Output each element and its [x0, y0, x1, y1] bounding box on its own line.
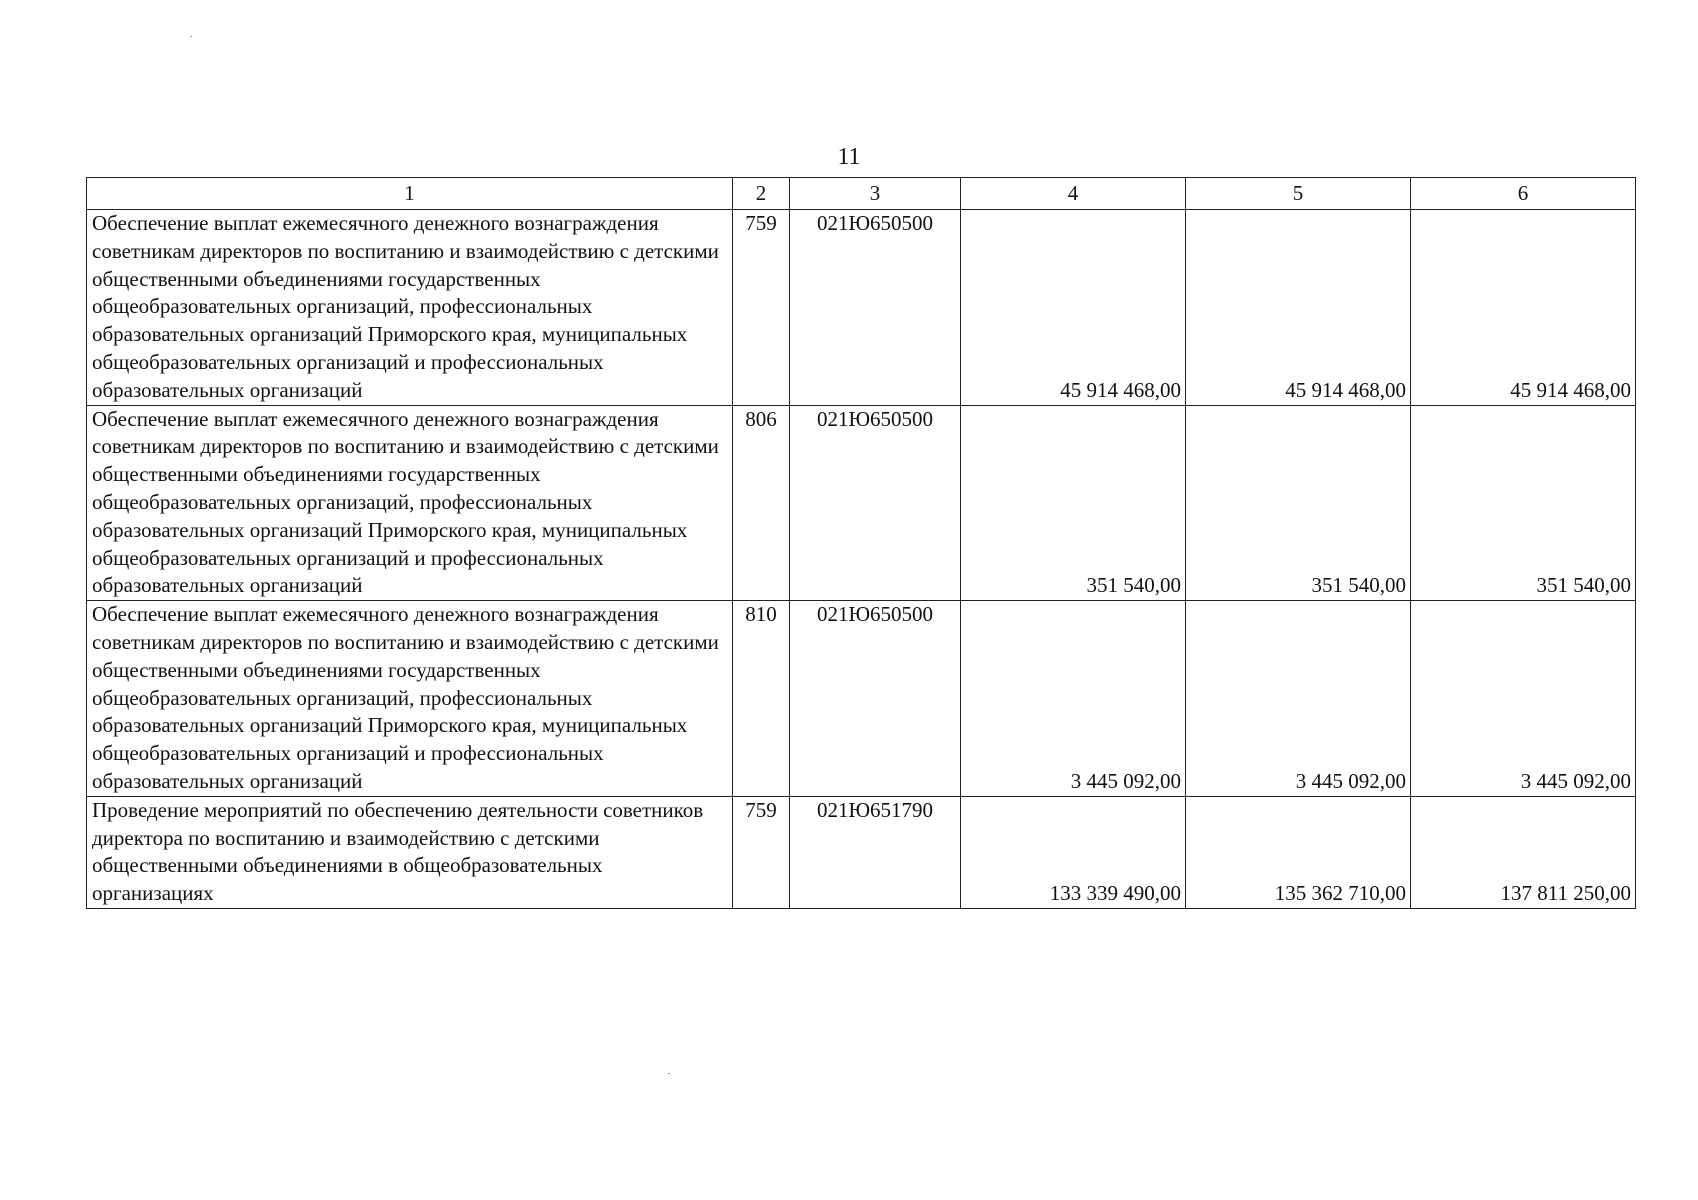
row-sum-col6: 351 540,00: [1411, 405, 1636, 601]
row-sum-col6: 45 914 468,00: [1411, 210, 1636, 406]
row-sum-col5: 351 540,00: [1186, 405, 1411, 601]
row-sum-col4: 351 540,00: [961, 405, 1186, 601]
header-cell-2: 2: [733, 178, 790, 210]
row-code: 759: [733, 796, 790, 908]
header-cell-1: 1: [87, 178, 733, 210]
row-sum-col4: 133 339 490,00: [961, 796, 1186, 908]
table-row: [87, 601, 1636, 797]
row-sum-col5: 45 914 468,00: [1186, 210, 1411, 406]
row-description: Обеспечение выплат ежемесячного денежного вознаграждения советникам директоров по воспитанию и взаимодействию с детскими общественными объединениями государственных общеобразовательных организаций, профессиональных образовательных организаций Приморского края, муниципальных общеобразовательных организаций и профессиональных образовательных организаций: [87, 601, 733, 797]
row-sum-col5: 135 362 710,00: [1186, 796, 1411, 908]
scan-speck: [190, 36, 192, 37]
row-code: 806: [733, 405, 790, 601]
header-cell-4: 4: [961, 178, 1186, 210]
row-sum-col5: 3 445 092,00: [1186, 601, 1411, 797]
row-description: Обеспечение выплат ежемесячного денежного вознаграждения советникам директоров по воспитанию и взаимодействию с детскими общественными объединениями государственных общеобразовательных организаций, профессиональных образовательных организаций Приморского края, муниципальных общеобразовательных организаций и профессиональных образовательных организаций: [87, 210, 733, 406]
table-row: [87, 405, 1636, 601]
table-row: [87, 210, 1636, 406]
row-kcsr: 021Ю650500: [790, 210, 961, 406]
row-code: 759: [733, 210, 790, 406]
row-code: 810: [733, 601, 790, 797]
table-row: [87, 796, 1636, 908]
row-kcsr: 021Ю651790: [790, 796, 961, 908]
header-cell-5: 5: [1186, 178, 1411, 210]
header-cell-3: 3: [790, 178, 961, 210]
row-kcsr: 021Ю650500: [790, 405, 961, 601]
scan-speck: [668, 1073, 670, 1074]
row-sum-col6: 137 811 250,00: [1411, 796, 1636, 908]
budget-table: [86, 177, 1636, 909]
table-header-row: [87, 178, 1636, 210]
page-number: 11: [837, 144, 861, 170]
row-sum-col4: 45 914 468,00: [961, 210, 1186, 406]
header-cell-6: 6: [1411, 178, 1636, 210]
row-sum-col4: 3 445 092,00: [961, 601, 1186, 797]
row-sum-col6: 3 445 092,00: [1411, 601, 1636, 797]
row-description: Проведение мероприятий по обеспечению деятельности советников директора по воспитанию и взаимодействию с детскими общественными объединениями в общеобразовательных организациях: [87, 796, 733, 908]
row-kcsr: 021Ю650500: [790, 601, 961, 797]
row-description: Обеспечение выплат ежемесячного денежного вознаграждения советникам директоров по воспитанию и взаимодействию с детскими общественными объединениями государственных общеобразовательных организаций, профессиональных образовательных организаций Приморского края, муниципальных общеобразовательных организаций и профессиональных образовательных организаций: [87, 405, 733, 601]
